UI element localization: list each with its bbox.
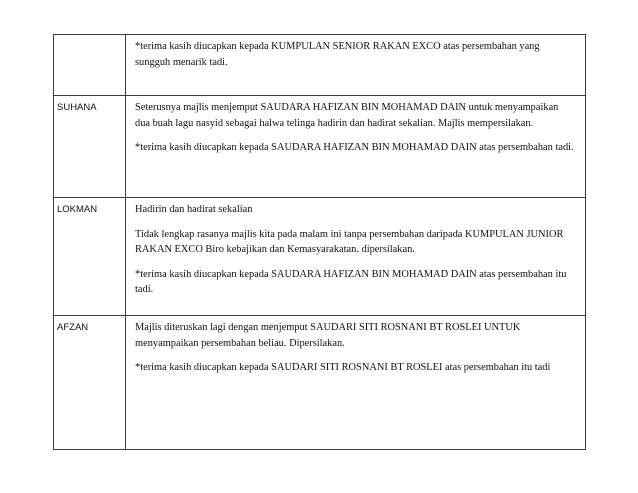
script-paragraph: Hadirin dan hadirat sekalian [135, 204, 253, 215]
script-paragraph: Tidak lengkap rasanya majlis kita pada malam ini tanpa persembahan daripada KUMPULAN JUNIOR RAKAN EXCO Biro kebajikan dan Kemasyarakatan. dipersilakan. [135, 228, 564, 255]
speaker-cell: LOKMAN [54, 198, 126, 316]
script-paragraph: *terima kasih diucapkan kepada SAUDARA HAFIZAN BIN MOHAMAD DAIN atas persembahan itu tadi. [135, 268, 567, 295]
table-row [54, 35, 586, 96]
script-cell [126, 198, 586, 316]
script-paragraph: *terima kasih diucapkan kepada SAUDARI SITI ROSNANI BT ROSLEI atas persembahan itu tadi [135, 362, 551, 373]
speaker-cell: AFZAN [54, 316, 126, 450]
table-row [54, 96, 586, 198]
speaker-cell: SUHANA [54, 96, 126, 198]
script-paragraph: Majlis diteruskan lagi dengan menjemput SAUDARI SITI ROSNANI BT ROSLEI UNTUK menyampaikan persembahan beliau. Dipersilakan. [135, 322, 521, 349]
script-paragraph: *terima kasih diucapkan kepada KUMPULAN SENIOR RAKAN EXCO atas persembahan yang sungguh menarik tadi. [135, 41, 540, 68]
table-row [54, 198, 586, 316]
script-cell [126, 96, 586, 198]
table-row [54, 316, 586, 450]
script-cell [126, 35, 586, 96]
emcee-script-table [53, 34, 586, 450]
script-paragraph: *terima kasih diucapkan kepada SAUDARA HAFIZAN BIN MOHAMAD DAIN atas persembahan tadi. [135, 142, 574, 153]
script-paragraph: Seterusnya majlis menjemput SAUDARA HAFIZAN BIN MOHAMAD DAIN untuk menyampaikan dua buah lagu nasyid sebagai halwa telinga hadirin dan hadirat sekalian. Majlis mempersilakan. [135, 102, 559, 129]
script-cell [126, 316, 586, 450]
speaker-cell [54, 35, 126, 96]
